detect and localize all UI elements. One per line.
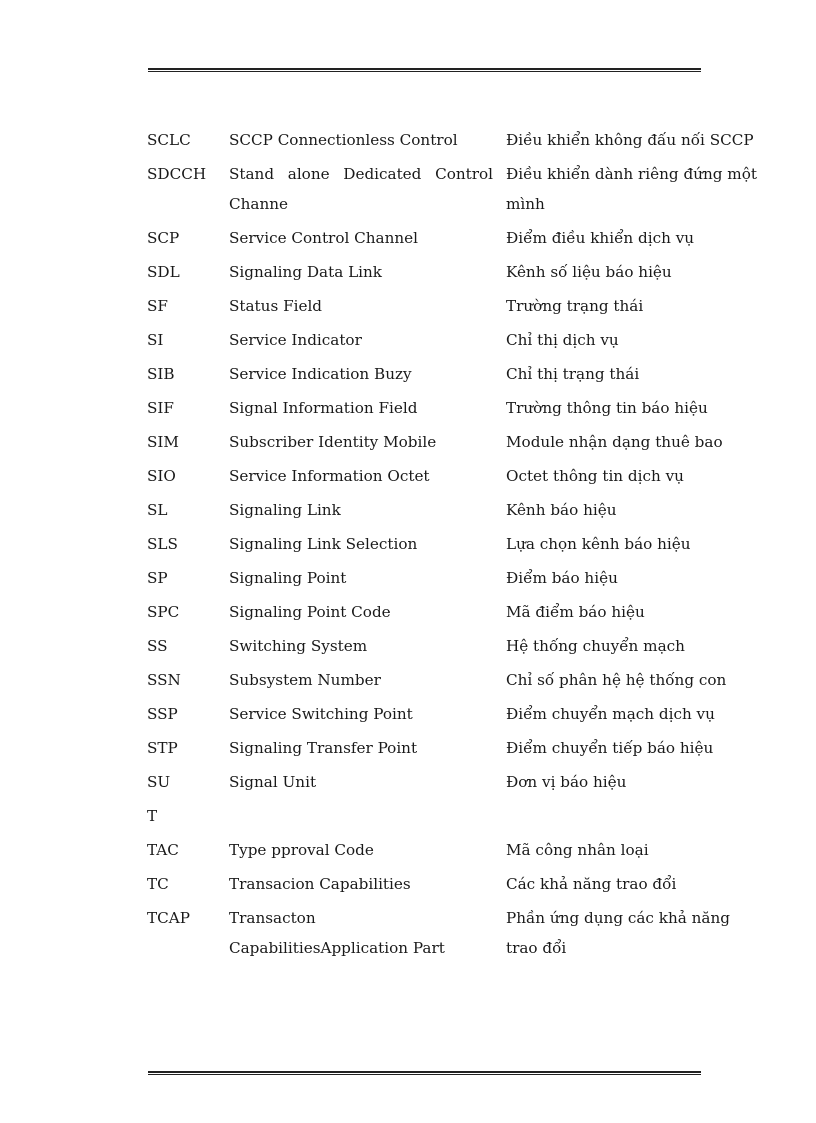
- english-term: Service Information Octet: [229, 467, 430, 485]
- vietnamese-term: Điều khiển dành riêng đứng một mình: [506, 165, 757, 213]
- vietnamese-term: Kênh báo hiệu: [506, 501, 617, 519]
- english-term: Signaling Link Selection: [229, 535, 418, 553]
- vietnamese-term: [506, 801, 757, 831]
- abbreviation: TCAP: [147, 909, 190, 927]
- footer-rule: [148, 1071, 701, 1075]
- glossary-row: [147, 767, 757, 797]
- abbreviation: SLS: [147, 535, 178, 553]
- glossary-row: [147, 291, 757, 321]
- english-term: Signal Unit: [229, 773, 317, 791]
- abbreviation: SPC: [147, 603, 180, 621]
- abbreviation: SCLC: [147, 131, 191, 149]
- english-term: Signaling Point Code: [229, 603, 391, 621]
- abbreviation: SIM: [147, 433, 179, 451]
- abbreviation: SS: [147, 637, 168, 655]
- vietnamese-term: Chỉ thị trạng thái: [506, 365, 640, 383]
- abbreviation: SL: [147, 501, 168, 519]
- glossary-row: [147, 159, 757, 219]
- section-letter-row: [147, 801, 757, 831]
- abbreviation: SSN: [147, 671, 181, 689]
- glossary-row: [147, 699, 757, 729]
- glossary-row: [147, 665, 757, 695]
- english-term: Switching System: [229, 637, 368, 655]
- glossary-row: [147, 495, 757, 525]
- english-term: [229, 801, 493, 831]
- abbreviation: SDCCH: [147, 165, 207, 183]
- vietnamese-term: Điều khiển không đấu nối SCCP: [506, 131, 754, 149]
- abbreviation: TC: [147, 875, 169, 893]
- vietnamese-term: Điểm báo hiệu: [506, 569, 618, 587]
- english-term: Stand alone Dedicated Control Channe: [229, 165, 493, 213]
- vietnamese-term: Trường trạng thái: [506, 297, 644, 315]
- english-term: Signal Information Field: [229, 399, 418, 417]
- abbreviation: SDL: [147, 263, 180, 281]
- abbreviation: SIF: [147, 399, 174, 417]
- vietnamese-term: Chỉ số phân hệ hệ thống con: [506, 671, 727, 689]
- abbreviation: SSP: [147, 705, 178, 723]
- vietnamese-term: Kênh số liệu báo hiệu: [506, 263, 672, 281]
- abbreviation: SU: [147, 773, 171, 791]
- glossary-row: [147, 325, 757, 355]
- abbreviation: SIB: [147, 365, 175, 383]
- english-term: Transacton CapabilitiesApplication Part: [229, 909, 445, 957]
- english-term: Status Field: [229, 297, 323, 315]
- glossary-row: [147, 223, 757, 253]
- vietnamese-term: Điểm chuyển mạch dịch vụ: [506, 705, 715, 723]
- english-term: Subscriber Identity Mobile: [229, 433, 437, 451]
- glossary-row: [147, 631, 757, 661]
- english-term: Signaling Transfer Point: [229, 739, 418, 757]
- glossary-row: [147, 903, 757, 963]
- vietnamese-term: Đơn vị báo hiệu: [506, 773, 627, 791]
- vietnamese-term: Phần ứng dụng các khả năng trao đổi: [506, 909, 730, 957]
- glossary-row: [147, 597, 757, 627]
- vietnamese-term: Điểm chuyển tiếp báo hiệu: [506, 739, 714, 757]
- vietnamese-term: Mã công nhân loại: [506, 841, 649, 859]
- english-term: Transacion Capabilities: [229, 875, 411, 893]
- english-term: Service Control Channel: [229, 229, 419, 247]
- section-letter: T: [147, 807, 158, 825]
- glossary-row: [147, 427, 757, 457]
- vietnamese-term: Mã điểm báo hiệu: [506, 603, 645, 621]
- abbreviation: SP: [147, 569, 168, 587]
- glossary-row: [147, 359, 757, 389]
- glossary-row: [147, 835, 757, 865]
- english-term: SCCP Connectionless Control: [229, 131, 458, 149]
- header-rule: [148, 68, 701, 72]
- abbreviation: SF: [147, 297, 168, 315]
- abbreviation: TAC: [147, 841, 179, 859]
- glossary-row: [147, 869, 757, 899]
- glossary-row: [147, 529, 757, 559]
- abbreviation: SCP: [147, 229, 180, 247]
- glossary-row: [147, 563, 757, 593]
- vietnamese-term: Hệ thống chuyển mạch: [506, 637, 685, 655]
- glossary-row: [147, 393, 757, 423]
- glossary-row: [147, 125, 757, 155]
- english-term: Service Indicator: [229, 331, 362, 349]
- english-term: Signaling Link: [229, 501, 341, 519]
- english-term: Signaling Point: [229, 569, 347, 587]
- vietnamese-term: Điểm điều khiển dịch vụ: [506, 229, 695, 247]
- glossary-row: [147, 461, 757, 491]
- abbreviation: STP: [147, 739, 178, 757]
- vietnamese-term: Lựa chọn kênh báo hiệu: [506, 535, 691, 553]
- abbreviation: SI: [147, 331, 164, 349]
- english-term: Service Indication Buzy: [229, 365, 412, 383]
- english-term: Service Switching Point: [229, 705, 413, 723]
- vietnamese-term: Module nhận dạng thuê bao: [506, 433, 723, 451]
- abbreviation: SIO: [147, 467, 176, 485]
- vietnamese-term: Octet thông tin dịch vụ: [506, 467, 684, 485]
- english-term: Type pproval Code: [229, 841, 374, 859]
- english-term: Signaling Data Link: [229, 263, 383, 281]
- vietnamese-term: Các khả năng trao đổi: [506, 875, 677, 893]
- glossary-row: [147, 257, 757, 287]
- abbreviation-list: [147, 125, 757, 967]
- english-term: Subsystem Number: [229, 671, 381, 689]
- vietnamese-term: Chỉ thị dịch vụ: [506, 331, 619, 349]
- glossary-row: [147, 733, 757, 763]
- vietnamese-term: Trường thông tin báo hiệu: [506, 399, 708, 417]
